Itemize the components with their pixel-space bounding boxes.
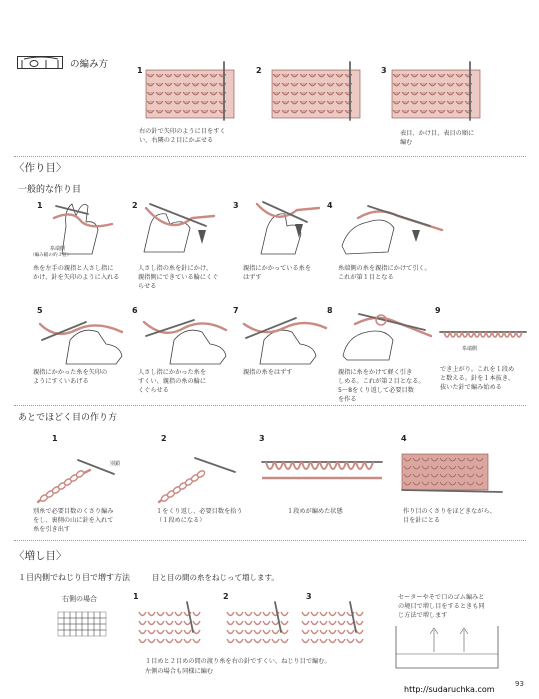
cast-on-step-6-num: 6	[132, 306, 138, 315]
cast-on-step-4-num: 4	[327, 201, 333, 210]
cast-on-step-9-num: 9	[435, 306, 441, 315]
cast-on-step-1-label-2: （編み幅の約３倍）	[30, 253, 72, 258]
provisional-heading: あとでほどく目の作り方	[18, 413, 118, 423]
cast-on-step-8-caption-3: 5〜8をくり返して必要目数	[338, 387, 414, 394]
cast-on-subheading: 一般的な作り目	[18, 185, 82, 195]
cast-on-step-2-illustration	[140, 196, 220, 256]
cast-on-step-4-caption-1: 糸端側の糸を親指にかけて引く。	[338, 265, 431, 272]
increase-subheading: １目内側でねじり目で増す方法	[18, 573, 130, 582]
cast-on-step-6-caption-1: 人さし指にかかった糸を	[138, 369, 207, 376]
stitch-symbol-icon	[17, 56, 63, 69]
increase-step-3-num: 3	[306, 592, 312, 601]
cast-on-step-8-caption-4: を作る	[338, 396, 357, 403]
increase-chart-symbol	[58, 612, 110, 640]
top-step-3-caption-line-1: 表目、かけ目、表目の順に	[400, 130, 475, 137]
increase-caption-1: １目めと２目めの間の渡り糸を右の針ですくい、ねじり目で編む。	[145, 658, 331, 665]
increase-heading: 〈増し目〉	[14, 550, 67, 562]
top-step-2-num: 2	[256, 66, 262, 75]
cast-on-step-8-caption-1: 親指に糸をかけて軽く引き	[338, 369, 413, 376]
divider	[14, 156, 526, 157]
cast-on-step-6-illustration	[140, 310, 230, 365]
provisional-step-1-caption-2: をし、裏側の山に針を入れて	[33, 517, 114, 524]
increase-note-3: じ方法で増します	[398, 612, 448, 619]
increase-subheading-note: 目と目の間の糸をねじって増します。	[152, 573, 279, 582]
cast-on-step-9-label: 糸端側	[462, 346, 478, 352]
cast-on-step-2-caption-2: 親指側にできている輪にくぐ	[138, 274, 219, 281]
increase-caption-2: 左側の場合も同様に編む	[145, 668, 214, 675]
top-step-1-illustration	[146, 62, 238, 122]
cast-on-step-3-caption-2: はずす	[243, 274, 262, 281]
cast-on-step-4-caption-2: これが第１目となる	[338, 274, 394, 281]
cast-on-step-1-caption-2: かけ、針を矢印のように入れる	[33, 274, 120, 281]
watermark-url: http://sudaruchka.com	[404, 685, 495, 694]
provisional-step-4-caption-1: 作り目のくさりをほどきながら、	[403, 508, 496, 515]
sweater-diagram	[394, 624, 502, 670]
provisional-step-1-num: 1	[52, 434, 58, 443]
top-step-1-caption-line-2: い、右隣の２目にかぶせる	[139, 137, 214, 144]
provisional-step-3-illustration	[262, 452, 382, 492]
provisional-step-4-num: 4	[401, 434, 407, 443]
provisional-step-1-caption-3: 糸を引き出す	[33, 526, 71, 533]
top-step-1-num: 1	[137, 66, 143, 75]
cast-on-step-8-illustration	[335, 306, 435, 361]
increase-step-2-illustration	[225, 602, 300, 652]
provisional-step-1-caption-1: 別糸で必要目数のくさり編み	[33, 508, 114, 515]
top-step-3-num: 3	[381, 66, 387, 75]
cast-on-step-6-caption-3: くぐらせる	[138, 387, 169, 394]
page-number: 93	[515, 680, 524, 688]
cast-on-step-6-caption-2: すくい、親指の糸の輪に	[138, 378, 207, 385]
provisional-step-4-caption-2: 目を針にとる	[403, 517, 441, 524]
top-title: の編み方	[70, 59, 109, 70]
cast-on-step-9-illustration	[440, 322, 526, 352]
cast-on-step-7-num: 7	[233, 306, 239, 315]
increase-step-3-illustration	[300, 602, 375, 652]
increase-step-1-num: 1	[133, 592, 139, 601]
provisional-step-2-num: 2	[161, 434, 167, 443]
divider	[14, 405, 526, 406]
top-step-3-illustration	[392, 62, 484, 122]
cast-on-step-5-caption-1: 親指にかかった糸を矢印の	[33, 369, 108, 376]
cast-on-step-1-num: 1	[37, 201, 43, 210]
cast-on-step-9-caption-2: と数える。針を１本抜き、	[440, 375, 515, 382]
increase-note-1: セーターやそで口のゴム編みと	[398, 594, 485, 601]
provisional-step-2-caption-2: （１段めになる）	[156, 517, 206, 524]
divider	[14, 540, 526, 541]
cast-on-step-5-num: 5	[37, 306, 43, 315]
provisional-step-2-caption-1: １をくり返し、必要目数を拾う	[156, 508, 243, 515]
cast-on-step-5-caption-2: ようにすくいあげる	[33, 378, 89, 385]
cast-on-step-8-caption-2: しめる。これが第２目となる。	[338, 378, 425, 385]
top-step-2-illustration	[272, 62, 364, 122]
cast-on-step-2-caption-3: らせる	[138, 283, 157, 290]
increase-step-2-num: 2	[223, 592, 229, 601]
cast-on-step-3-illustration	[247, 196, 327, 256]
increase-side-label: 右側の場合	[62, 595, 97, 603]
cast-on-heading: 〈作り目〉	[14, 162, 67, 174]
top-step-3-caption-line-2: 編む	[400, 139, 413, 146]
cast-on-step-8-num: 8	[327, 306, 333, 315]
provisional-step-1-illustration	[34, 448, 124, 508]
increase-step-1-illustration	[137, 602, 212, 652]
provisional-step-3-num: 3	[259, 434, 265, 443]
provisional-step-1-label: 別鎖	[110, 461, 121, 467]
cast-on-step-9-caption-3: 抜いた針で編み始める	[440, 384, 502, 391]
provisional-step-3-caption-1: １段めが編めた状態	[287, 508, 343, 515]
cast-on-step-3-caption-1: 親指にかかっている糸を	[243, 265, 312, 272]
cast-on-step-3-num: 3	[233, 201, 239, 210]
cast-on-step-1-label: 糸端側	[50, 246, 66, 252]
cast-on-step-2-num: 2	[132, 201, 138, 210]
cast-on-step-7-illustration	[240, 310, 330, 365]
provisional-step-2-illustration	[155, 448, 235, 508]
increase-note-2: の境目で増し目をするときも同	[398, 603, 485, 610]
cast-on-step-2-caption-1: 人さし指の糸を針にかけ、	[138, 265, 213, 272]
cast-on-step-4-illustration	[338, 196, 448, 256]
cast-on-step-7-caption-1: 親指の糸をはずす	[243, 369, 293, 376]
cast-on-step-5-illustration	[36, 310, 126, 365]
top-step-1-caption-line-1: 右の針で矢印のように目をすく	[139, 128, 226, 135]
cast-on-step-9-caption-1: でき上がり。これを１段め	[440, 366, 515, 373]
provisional-step-4-illustration	[402, 450, 502, 500]
cast-on-step-1-caption-1: 糸を左手の親指と人さし指に	[33, 265, 114, 272]
